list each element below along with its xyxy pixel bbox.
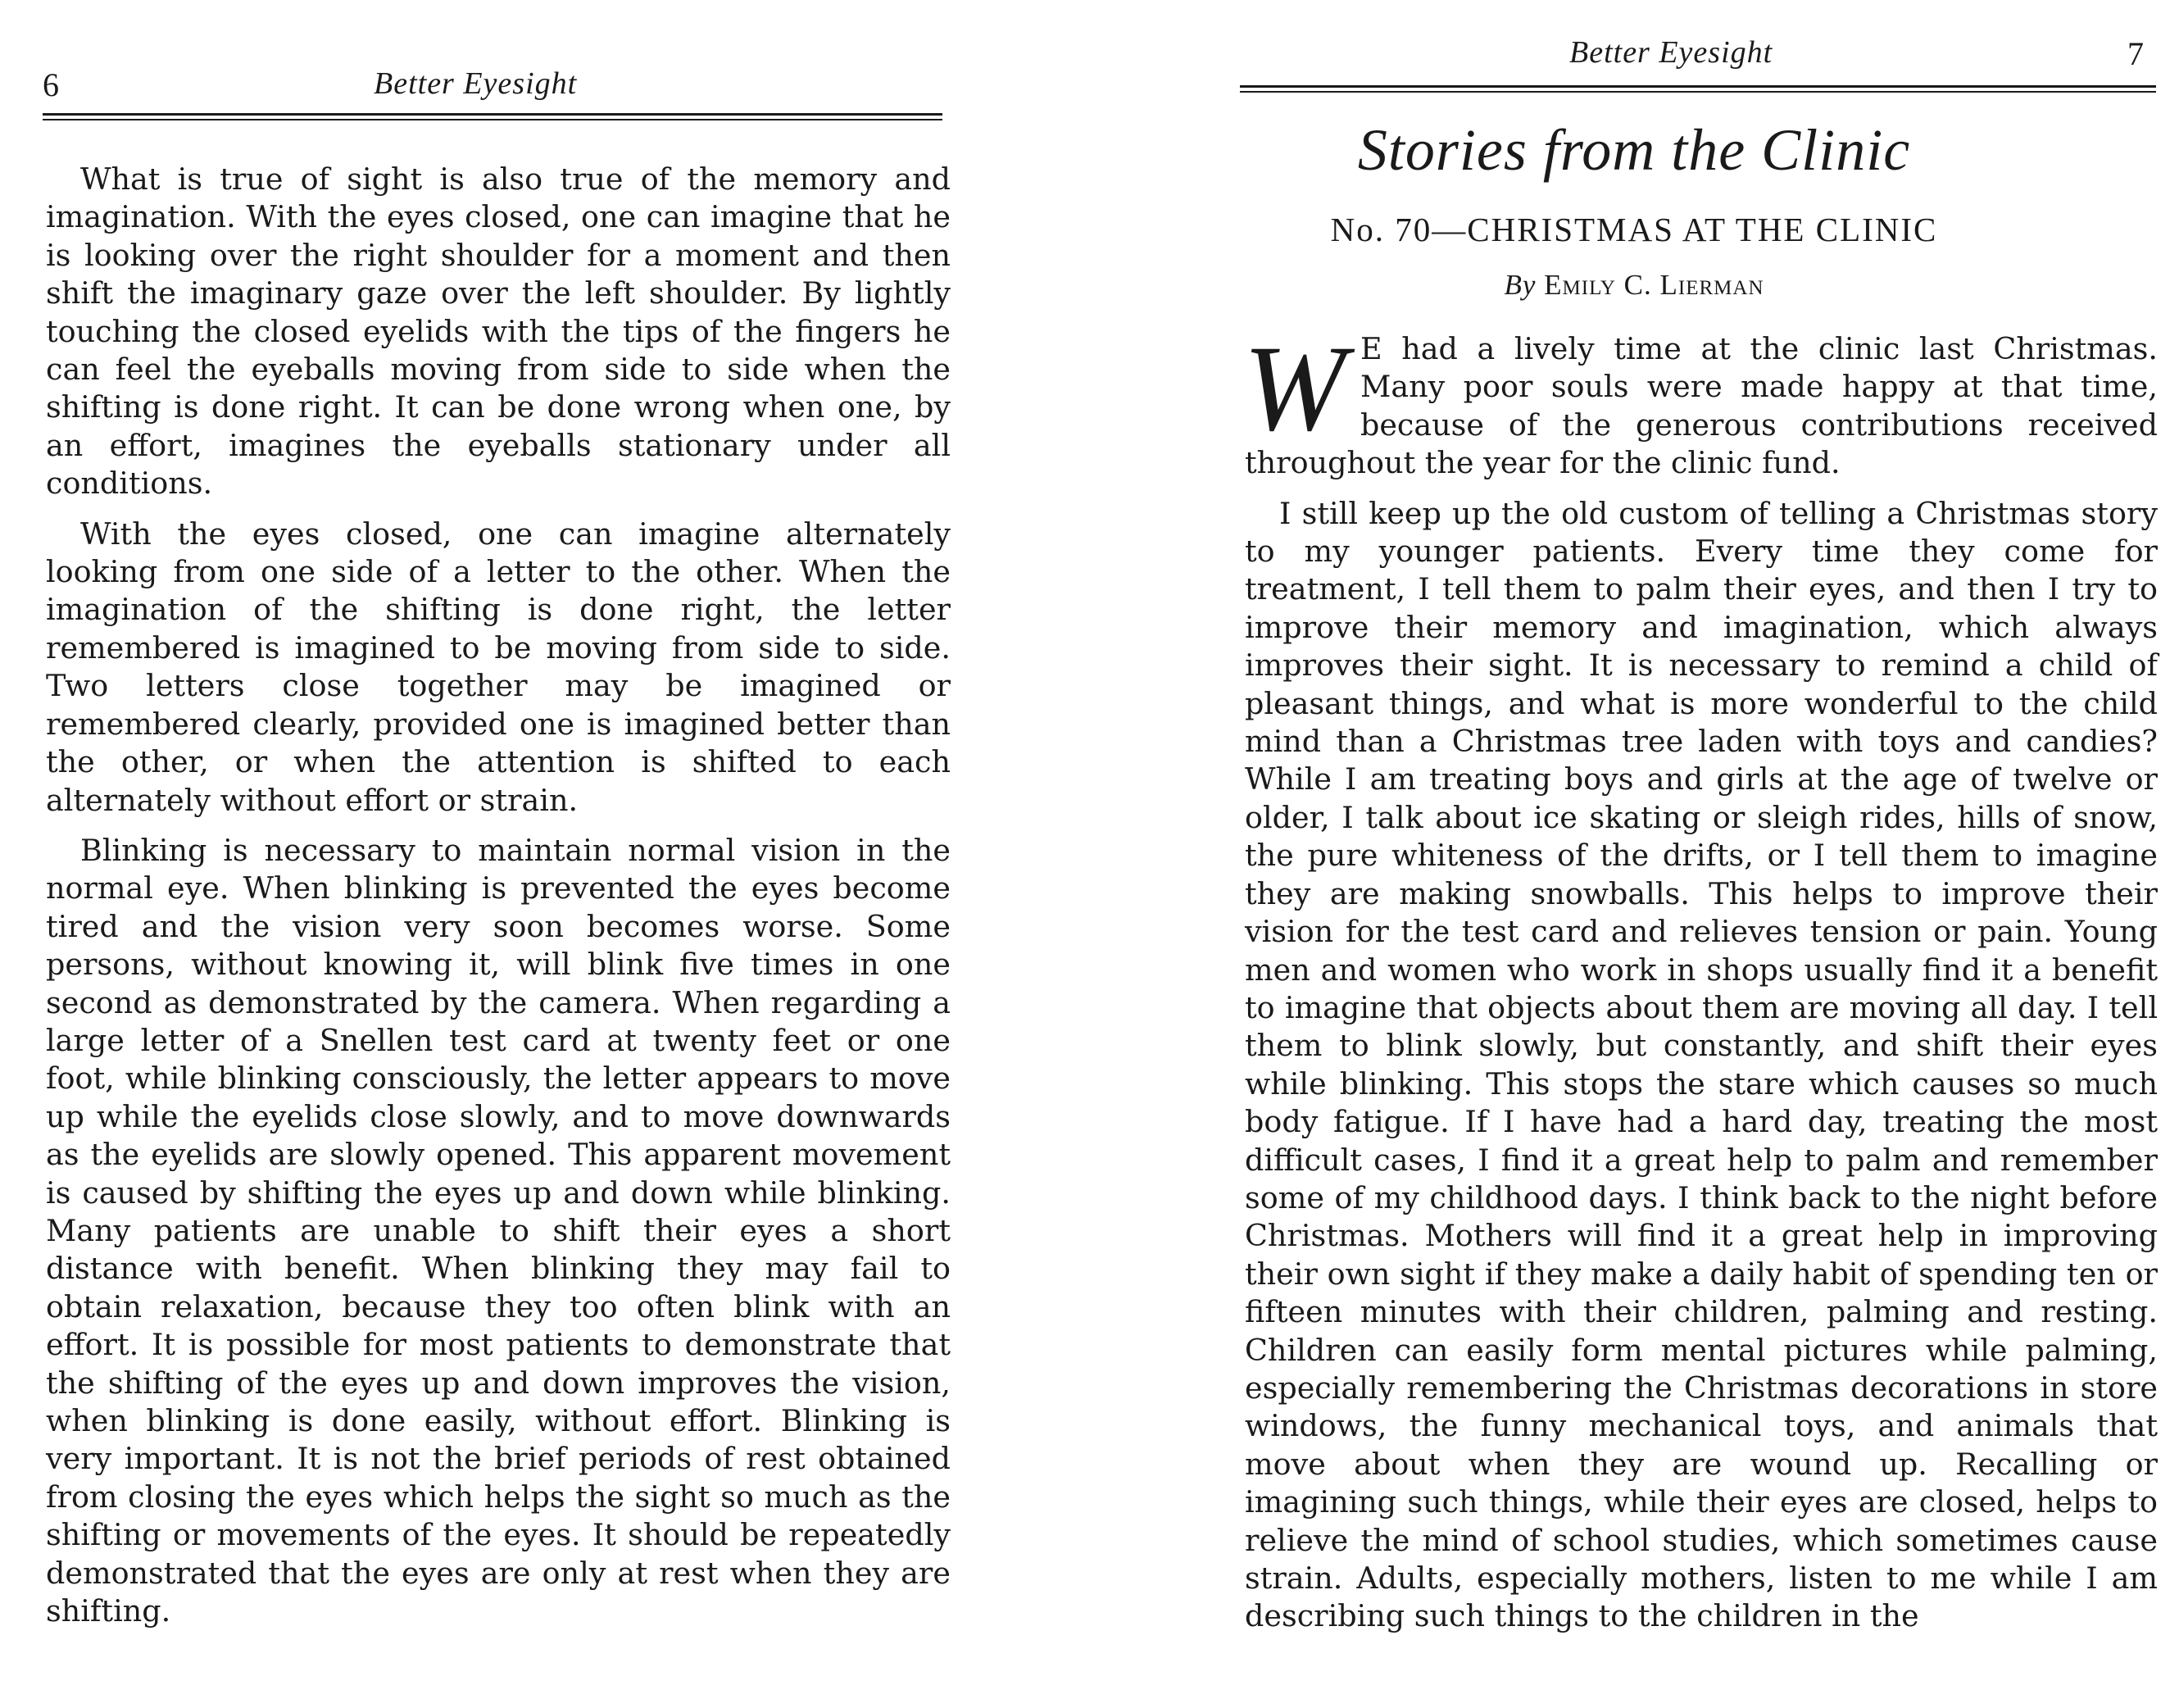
lead-paragraph [1243,320,2158,483]
header-rule [1240,85,2156,93]
page-number: 7 [2127,35,2144,72]
article-title: Stories from the Clinic [1357,117,1911,183]
author-name: Emily C. Lierman [1544,269,1764,301]
article-subtitle: No. 70—CHRISTMAS AT THE CLINIC [1330,211,1938,248]
article-body [1243,320,2158,1648]
byline-prefix: By [1504,269,1537,301]
running-head: Better Eyesight [374,66,578,101]
right-page [1089,0,2179,1708]
header-rule [43,113,942,120]
page-number: 6 [43,66,59,103]
running-head: Better Eyesight [1569,35,1773,70]
body-text [46,161,951,1642]
drop-cap: W [1243,320,1346,457]
paragraph: Blinking is necessary to maintain normal vision in the normal eye. When blinking is prevented the eyes become tired and the vision very soon becomes worse. Some persons, without knowing it, will blink five times in one second as demonstrated by the camera. When regarding a large letter of a Snellen test card at twenty feet or one foot, while blinking consciously, the letter appears to move up while the eyelids close slowly, and to move downwards as the eyelids are slowly opened. This apparent movement is caused by shifting the eyes up and down while blinking. Many patients are unable to shift their eyes a short distance with benefit. When blinking they may fail to obtain relaxation, because they too often blink with an effort. It is possible for most patients to demonstrate that the shifting of the eyes up and down improves the vision, when blinking is done easily, without effort. Blinking is very important. It is not the brief periods of rest obtained from closing the eyes which helps the sight so much as the shifting or movements of the eyes. It should be repeatedly demonstrated that the eyes are only at rest when they are shifting. [46,832,951,1629]
paragraph: What is true of sight is also true of the memory and imagination. With the eyes closed, one can imagine that he is looking over the right shoulder for a moment and then shift the imaginary gaze over the left shoulder. By lightly touching the closed eyelids with the tips of the fingers he can feel the eyeballs moving from side to side when the shifting is done right. It can be done wrong when one, by an effort, imagines the eyeballs stationary under all conditions. [46,161,951,502]
paragraph: With the eyes closed, one can imagine alternately looking from one side of a letter to the other. When the imagination of the shifting is done right, the letter remembered is imagined to be moving from side to side. Two letters close together may be imagined or remembered clearly, provided one is imagined better than the other, or when the attention is shifted to each alternately without effort or strain. [46,516,951,818]
left-page [0,0,1089,1708]
paragraph: I still keep up the old custom of telling a Christmas story to my younger patients. Every time they come for treatment, I tell them to palm their eyes, and then I try to improve their memory and imagination, which always improves their sight. It is necessary to remind a child of pleasant things, and what is more wonderful to the child mind than a Christmas tree laden with toys and candies? While I am treating boys and girls at the age of twelve or older, I talk about ice skating or sleigh rides, hills of snow, the pure whiteness of the drifts, or I tell them to imagine they are making snowballs. This helps to improve their vision for the test card and relieves tension or pain. Young men and women who work in shops usually find it a benefit to imagine that objects about them are moving all day. I tell them to blink slowly, but constantly, and shift their eyes while blinking. This stops the stare which causes so much body fatigue. If I have had a hard day, treating the most difficult cases, I find it a great help to palm and remember some of my childhood days. I think back to the night before Christmas. Mothers will find it a great help in improving their own sight if they make a daily habit of spending ten or fifteen minutes with their children, palming and resting. Children can easily form mental pictures while palming, especially remembering the Christmas decorations in store windows, the funny mechanical toys, and animals that move about when they are wound up. Recalling or imagining such things, while their eyes are closed, helps to relieve the mind of school studies, which sometimes cause strain. Adults, especially mothers, listen to me while I am describing such things to the children in the [1245,495,2158,1634]
byline [1171,269,2097,302]
lead-text: E had a lively time at the clinic last Christmas. Many poor souls were made happy at that time, because of the generous contributions received throughout the year for the clinic fund. [1245,331,2158,481]
